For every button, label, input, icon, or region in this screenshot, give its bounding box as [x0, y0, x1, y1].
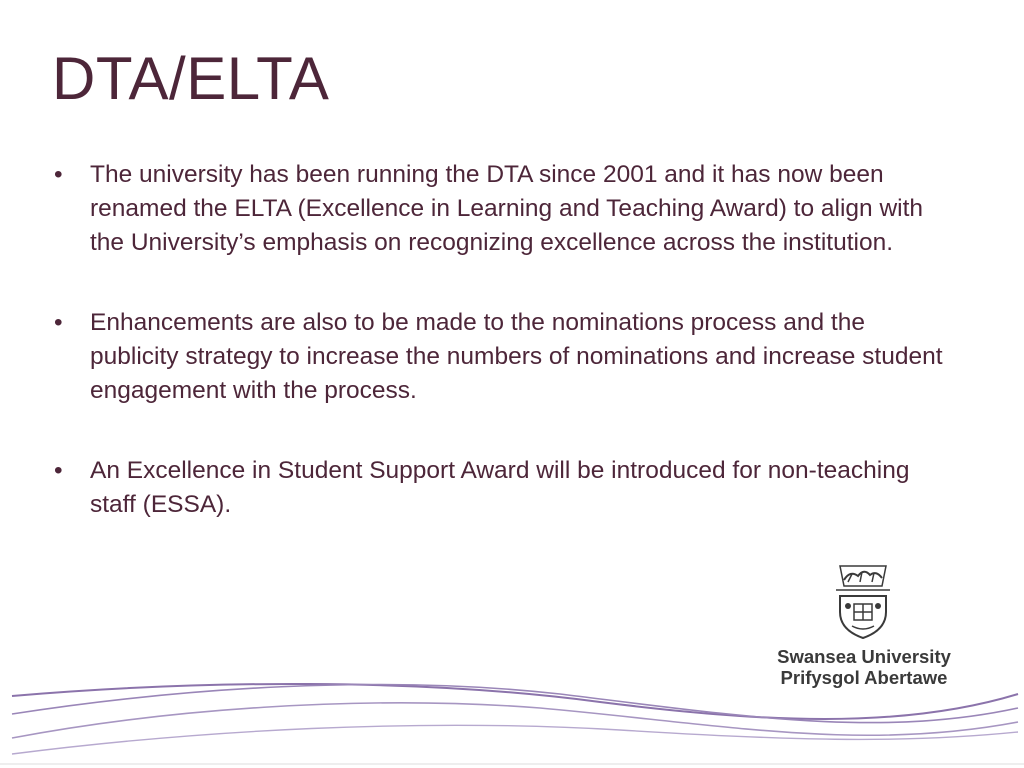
bullet-glyph: • [54, 161, 63, 188]
slide-title: DTA/ELTA [52, 45, 330, 112]
bullet-text: Enhancements are also to be made to the nominations process and the publicity strategy to increase the numbers of nominations and increase student engagement with the process. [90, 309, 943, 404]
bullet-item [50, 158, 960, 260]
bullet-item [50, 454, 960, 522]
bullet-text: An Excellence in Student Support Award will be introduced for non-teaching staff (ESSA). [90, 457, 910, 518]
decorative-waves [0, 660, 1024, 768]
bullet-glyph: • [54, 457, 63, 484]
bullet-text: The university has been running the DTA since 2001 and it has now been renamed the ELTA (Excellence in Learning and Teaching Award) to align with the University’s emphasis on recognizing excellence across the institution. [90, 161, 924, 256]
bullet-glyph: • [54, 309, 63, 336]
wave-line [12, 725, 1018, 754]
crest-icon [830, 560, 896, 640]
logo-text-english: Swansea University [777, 646, 951, 667]
wave-line [12, 703, 1018, 738]
bullet-item [50, 306, 960, 408]
wave-line [12, 685, 1018, 723]
logo-text-welsh: Prifysgol Abertawe [780, 667, 948, 688]
bullet-list [50, 158, 960, 568]
